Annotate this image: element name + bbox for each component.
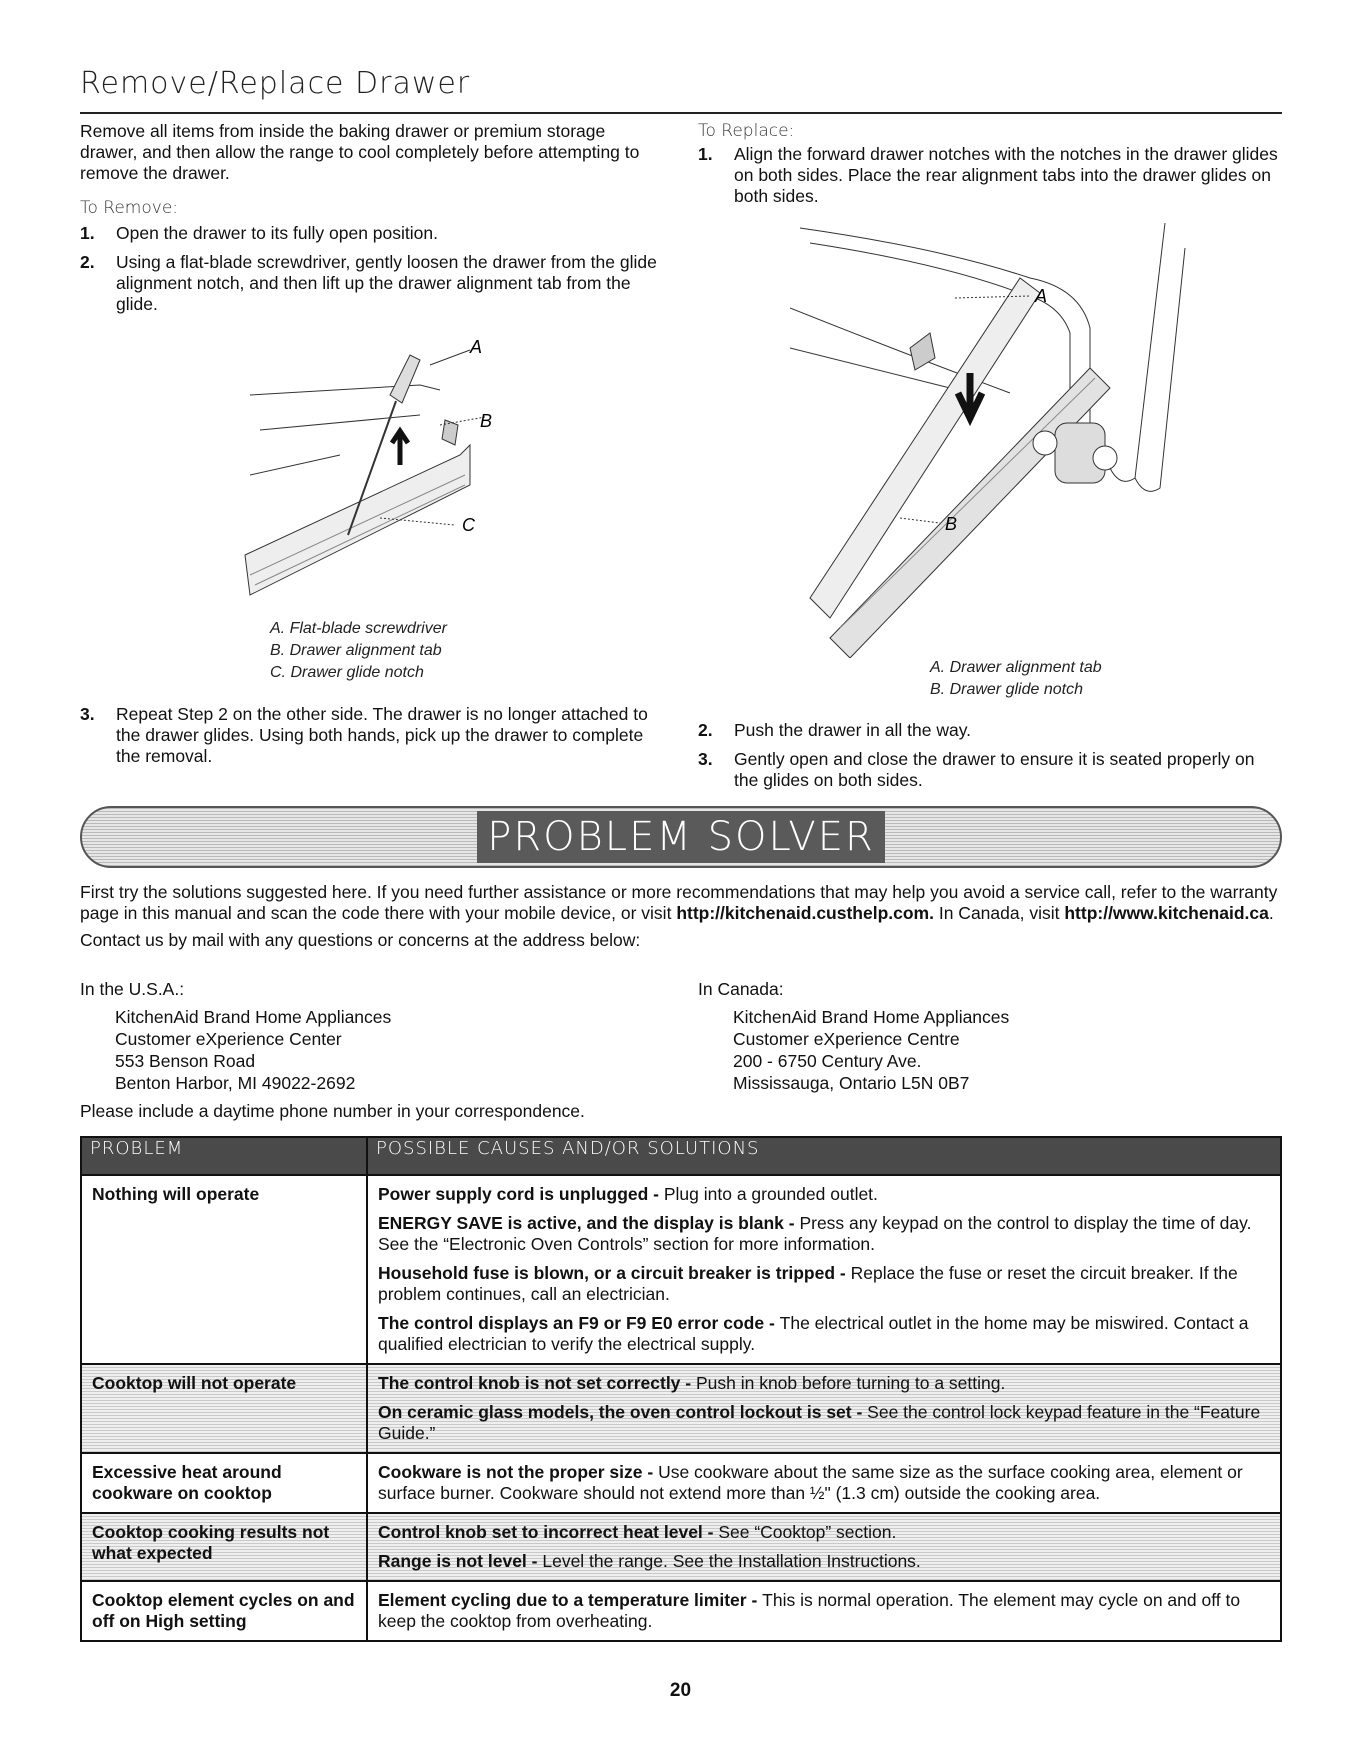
solution-item [378,1373,1270,1394]
solution-item [378,1313,1270,1355]
address-line: 553 Benson Road [115,1051,256,1071]
replace-steps [698,144,1282,207]
figure-label-a: A [470,337,483,357]
step-number: 1. [698,144,713,164]
solution-text: Level the range. See the Installation Instructions. [542,1551,921,1571]
solutions-cell [367,1364,1281,1453]
canada-label: In Canada: [698,979,784,999]
step-text: Align the forward drawer notches with the notches in the drawer glides on both sides. Place the rear alignment tabs into the drawer glides on both sides. [734,144,1278,206]
problem-cell: Cooktop element cycles on and off on High setting [81,1581,367,1641]
solution-item [378,1551,1270,1572]
address-line: Mississauga, Ontario L5N 0B7 [733,1073,970,1093]
table-row [81,1453,1281,1513]
figure-label-b: B [480,411,493,431]
problem-cell: Cooktop will not operate [81,1364,367,1453]
contact-paragraph: Contact us by mail with any questions or concerns at the address below: [80,930,641,950]
solution-cause: Power supply cord is unplugged - [378,1184,664,1204]
solution-cause: On ceramic glass models, the oven control lockout is set - [378,1402,868,1422]
problem-solver-intro [80,882,1280,957]
address-line: KitchenAid Brand Home Appliances [733,1007,1010,1027]
title-rule [80,112,1282,114]
solution-item [378,1263,1270,1305]
problem-solver-table [80,1136,1282,1642]
right-figure-captions [930,657,1230,701]
intro-paragraph [80,882,1280,924]
remove-steps [80,223,660,315]
solution-item [378,1522,1270,1543]
solution-cause: Cookware is not the proper size - [378,1462,659,1482]
remove-steps-continued [80,704,660,767]
solution-text: See “Cooktop” section. [718,1522,897,1542]
solution-item [378,1402,1270,1444]
left-step-3 [80,704,660,775]
step-number: 3. [80,704,95,724]
solution-text: Plug into a grounded outlet. [663,1184,878,1204]
solution-text: Use cookware about the same size as the surface cooking area, element or surface burner. Cookware should not extend more than ½" (1.3 cm) outside the cooking area. [378,1462,1243,1503]
solution-cause: The control displays an F9 or F9 E0 error code - [378,1313,780,1333]
to-replace-heading: To Replace: [698,121,795,141]
header-solutions: POSSIBLE CAUSES AND/OR SOLUTIONS [367,1137,1281,1175]
figure-label-b: B [945,514,958,534]
step-text: Push the drawer in all the way. [734,720,972,740]
step-number: 2. [80,252,95,272]
left-figure-captions [270,618,570,684]
banner-title: PROBLEM SOLVER [477,811,885,863]
address-line: 200 - 6750 Century Ave. [733,1051,922,1071]
solution-text: The electrical outlet in the home may be miswired. Contact a qualified electrician to verify the electrical supply. [378,1313,1249,1354]
intro-text-a: First try the solutions suggested here. If you need further assistance or more recommendations that may help you avoid a service call, refer to the warranty page in this manual and scan the code there with your mobile device, or visit [80,882,1278,923]
problem-cell: Nothing will operate [81,1175,367,1364]
solutions-cell [367,1581,1281,1641]
intro-text-c: . [1268,903,1274,923]
step-number: 1. [80,223,95,243]
solution-item [378,1590,1270,1632]
usa-label: In the U.S.A.: [80,979,185,999]
left-column [80,121,660,323]
canada-address [698,1006,1009,1094]
step-text: Repeat Step 2 on the other side. The drawer is no longer attached to the drawer glides. Using both hands, pick up the drawer to complete the removal. [116,704,648,766]
address-line: Customer eXperience Centre [733,1029,960,1049]
caption-a: A. Drawer alignment tab [930,659,1102,676]
table-row [81,1364,1281,1453]
canada-address-block [698,978,1009,1094]
figure-label-c: C [462,515,475,535]
step-number: 2. [698,720,713,740]
solution-text: See the control lock keypad feature in the “Feature Guide.” [378,1402,1261,1443]
table-row [81,1175,1281,1364]
table-row [81,1581,1281,1641]
usa-address [80,1006,391,1094]
phone-note: Please include a daytime phone number in your correspondence. [80,1101,585,1121]
solution-item [378,1462,1270,1504]
problem-cell: Excessive heat around cookware on cooktop [81,1453,367,1513]
step-text: Using a flat-blade screwdriver, gently loosen the drawer from the glide alignment notch, and then lift up the drawer alignment tab from the glide. [116,252,657,314]
section-title: Remove/Replace Drawer [80,66,471,101]
replace-steps-continued [698,720,1282,791]
solution-text: Press any keypad on the control to display the time of day. See the “Electronic Oven Controls” section for more information. [378,1213,1252,1254]
solution-cause: Range is not level - [378,1551,543,1571]
address-line: Customer eXperience Center [115,1029,342,1049]
custhelp-link[interactable]: http://kitchenaid.custhelp.com. [676,903,934,923]
remove-step-2 [80,252,660,315]
replace-step-3 [698,749,1282,791]
caption-c: C. Drawer glide notch [270,664,424,681]
drawer-replace-illustration [790,218,1210,658]
remove-intro: Remove all items from inside the baking drawer or premium storage drawer, and then allow the range to cool completely before attempting to remove the drawer. [80,121,640,183]
canada-link[interactable]: http://www.kitchenaid.ca [1064,903,1269,923]
solutions-cell [367,1453,1281,1513]
solutions-cell [367,1513,1281,1581]
problem-cell: Cooktop cooking results not what expected [81,1513,367,1581]
usa-address-block [80,978,391,1094]
solution-cause: Control knob set to incorrect heat level - [378,1522,719,1542]
solution-cause: Household fuse is blown, or a circuit breaker is tripped - [378,1263,851,1283]
replace-step-2 [698,720,1282,741]
problem-solver-banner [80,806,1282,868]
address-line: KitchenAid Brand Home Appliances [115,1007,392,1027]
figure-label-a: A [1035,286,1048,306]
table-header-row [81,1137,1281,1175]
table-row [81,1513,1281,1581]
intro-text-b: In Canada, visit [933,903,1065,923]
solution-cause: ENERGY SAVE is active, and the display is blank - [378,1213,800,1233]
solutions-cell [367,1175,1281,1364]
page-number: 20 [669,1680,692,1701]
solution-text: Replace the fuse or reset the circuit breaker. If the problem continues, call an electrician. [378,1263,1238,1304]
remove-step-1 [80,223,660,244]
solution-text: This is normal operation. The element may cycle on and off to keep the cooktop from overheating. [378,1590,1241,1631]
to-remove-heading: To Remove: [80,198,179,218]
solution-cause: The control knob is not set correctly - [378,1373,696,1393]
step-text: Gently open and close the drawer to ensure it is seated properly on the glides on both sides. [734,749,1255,790]
caption-a: A. Flat-blade screwdriver [270,620,447,637]
replace-step-1 [698,144,1282,207]
step-number: 3. [698,749,713,769]
caption-b: B. Drawer glide notch [930,681,1083,698]
remove-step-3 [80,704,660,767]
drawer-removal-illustration [240,335,520,620]
solution-item [378,1184,1270,1205]
solution-cause: Element cycling due to a temperature limiter - [378,1590,763,1610]
caption-b: B. Drawer alignment tab [270,642,442,659]
solution-item [378,1213,1270,1255]
header-problem: PROBLEM [81,1137,367,1175]
solution-text: Push in knob before turning to a setting. [695,1373,1006,1393]
step-text: Open the drawer to its fully open position. [116,223,438,243]
right-steps-continued [698,720,1282,799]
right-column [698,121,1282,215]
address-line: Benton Harbor, MI 49022-2692 [115,1073,356,1093]
